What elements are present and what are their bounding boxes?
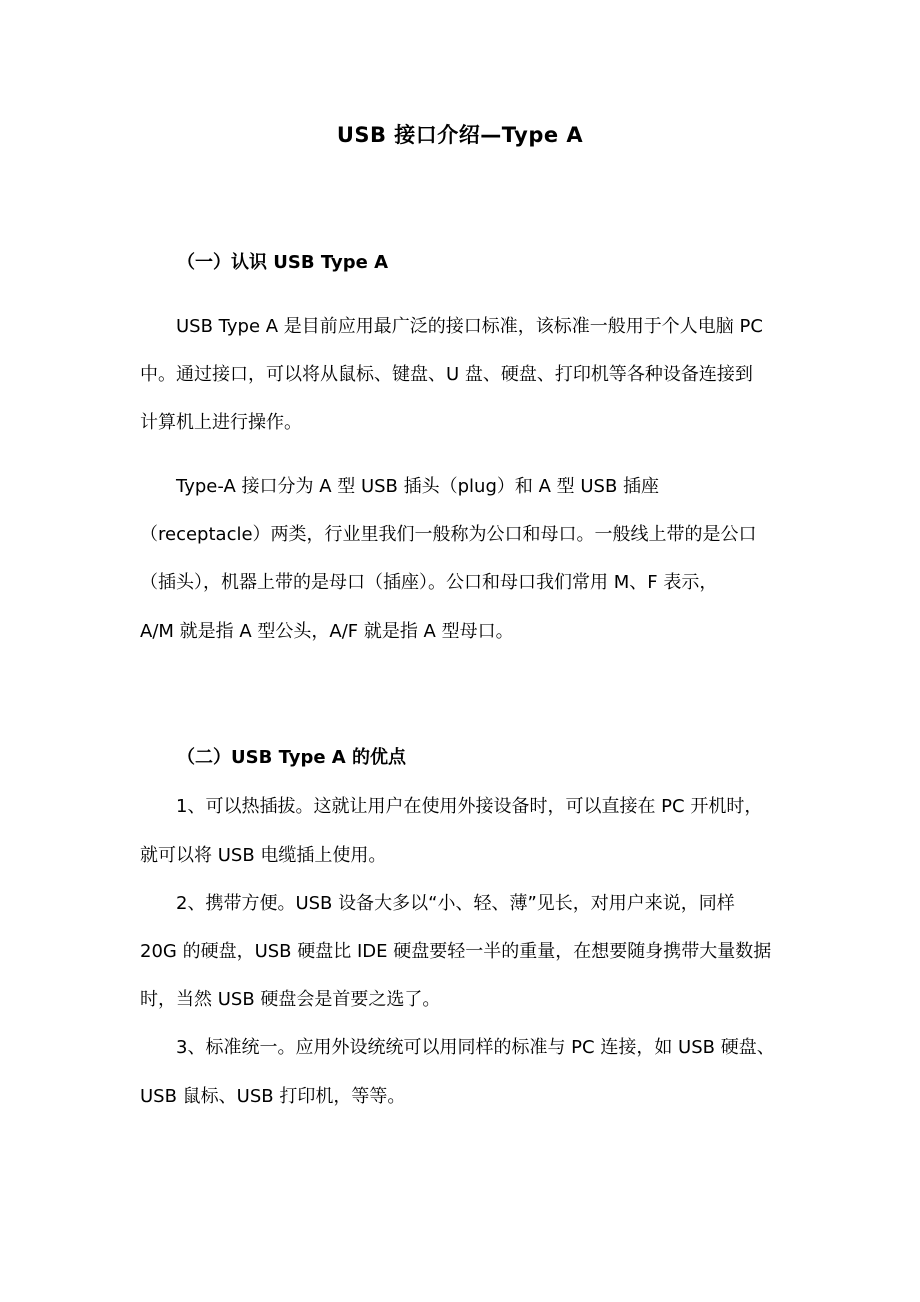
paragraph-line: （receptacle）两类，行业里我们一般称为公口和母口。一般线上带的是公口 bbox=[140, 524, 757, 545]
paragraph-line: 中。通过接口，可以将从鼠标、键盘、U 盘、硬盘、打印机等各种设备连接到 bbox=[140, 364, 753, 385]
section-heading-2: （二）USB Type A 的优点 bbox=[177, 747, 406, 768]
list-item-line: 就可以将 USB 电缆插上使用。 bbox=[140, 845, 387, 866]
paragraph-line: Type-A 接口分为 A 型 USB 插头（plug）和 A 型 USB 插座 bbox=[176, 476, 660, 497]
paragraph-line: A/M 就是指 A 型公头，A/F 就是指 A 型母口。 bbox=[140, 621, 514, 642]
paragraph-line: （插头），机器上带的是母口（插座）。公口和母口我们常用 M、F 表示， bbox=[140, 572, 718, 593]
list-item-line: 1、可以热插拔。这就让用户在使用外接设备时，可以直接在 PC 开机时， bbox=[176, 796, 763, 817]
section-heading-1: （一）认识 USB Type A bbox=[177, 252, 388, 273]
list-item-line: 2、携带方便。USB 设备大多以“小、轻、薄”见长，对用户来说，同样 bbox=[176, 893, 735, 914]
list-item-line: 20G 的硬盘，USB 硬盘比 IDE 硬盘要轻一半的重量，在想要随身携带大量数据 bbox=[140, 941, 772, 962]
paragraph-line: 计算机上进行操作。 bbox=[140, 412, 302, 433]
list-item-line: USB 鼠标、USB 打印机，等等。 bbox=[140, 1086, 406, 1107]
document-title: USB 接口介绍—Type A bbox=[336, 123, 584, 147]
list-item-line: 时，当然 USB 硬盘会是首要之选了。 bbox=[140, 989, 441, 1010]
list-item-line: 3、标准统一。应用外设统统可以用同样的标准与 PC 连接，如 USB 硬盘、 bbox=[176, 1037, 775, 1058]
paragraph-line: USB Type A 是目前应用最广泛的接口标准，该标准一般用于个人电脑 PC bbox=[176, 316, 763, 337]
